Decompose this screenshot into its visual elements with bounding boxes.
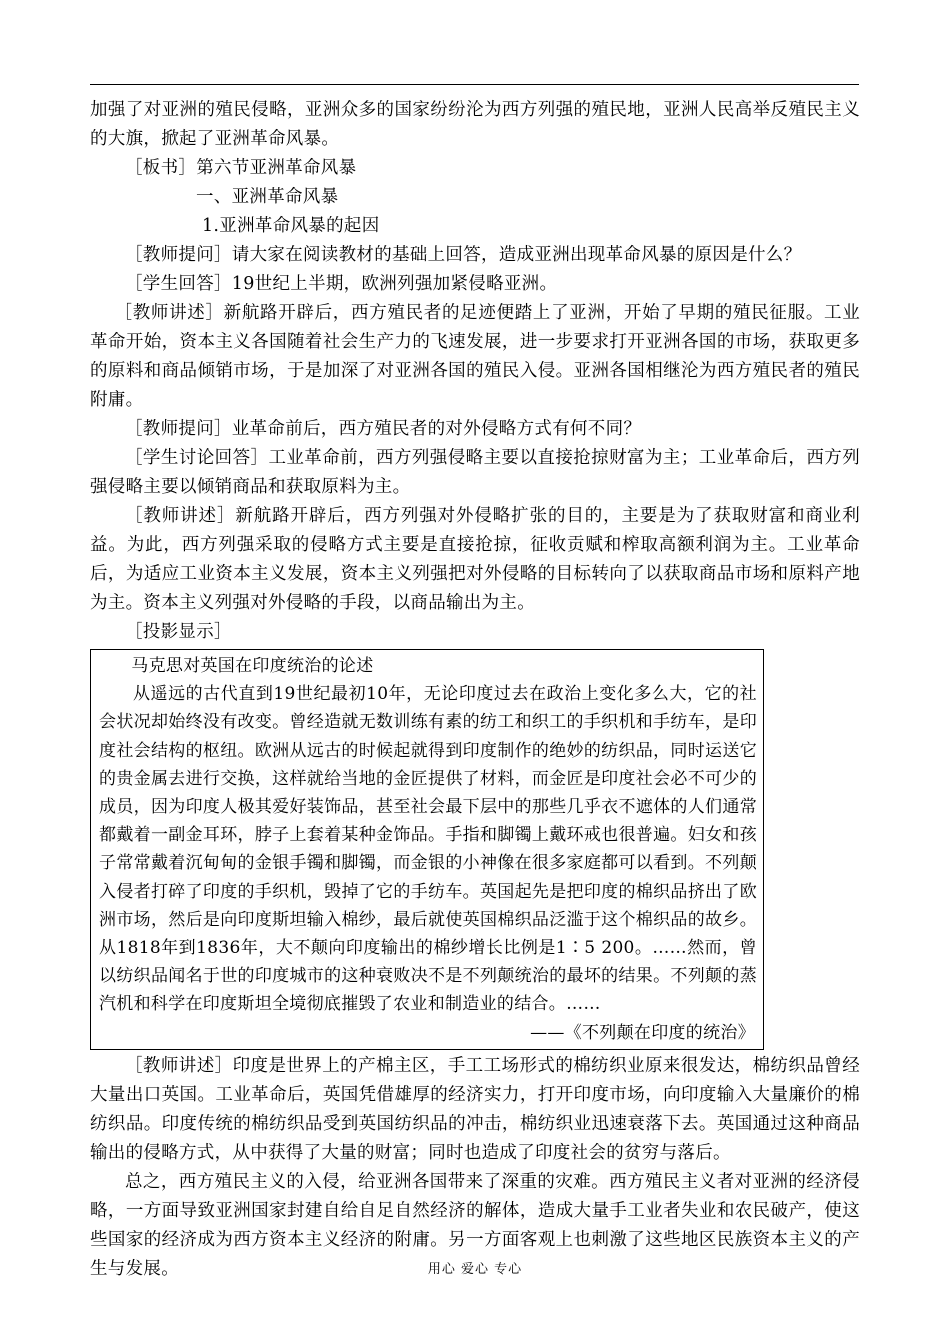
teacher-narration: ［教师讲述］印度是世界上的产棉主区，手工工场形式的棉纺织业原来很发达，棉纺织品曾经大量出口英国。工业革命后，英国凭借雄厚的经济实力，打开印度市场，向印度输入大量廉价的棉纺织品。印度传统的棉纺织品受到英国纺织品的冲击，棉纺织业迅速衰落下去。英国通过这种商品输出的侵略方式，从中获得了大量的财富；同时也造成了印度社会的贫穷与落后。 <box>90 1055 860 1163</box>
paragraph: 加强了对亚洲的殖民侵略，亚洲众多的国家纷纷沦为西方列强的殖民地，亚洲人民高举反殖民主义的大旗，掀起了亚洲革命风暴。 <box>90 100 860 149</box>
page-footer: 用心 爱心 专心 <box>427 1262 523 1277</box>
student-discussion: ［学生讨论回答］工业革命前，西方列强侵略主要以直接抢掠财富为主；工业革命后，西方列强侵略主要以倾销商品和获取原料为主。 <box>90 448 860 497</box>
teacher-narration: ［教师讲述］新航路开辟后，西方殖民者的足迹便踏上了亚洲，开始了早期的殖民征服。工业革命开始，资本主义各国随着社会生产力的飞速发展，进一步要求打开亚洲各国的市场，获取更多的原料和商品倾销市场，于是加深了对亚洲各国的殖民入侵。亚洲各国相继沦为西方殖民者的殖民附庸。 <box>90 303 860 410</box>
teacher-question: ［教师提问］请大家在阅读教材的基础上回答，造成亚洲出现革命风暴的原因是什么？ <box>125 245 802 265</box>
teacher-narration: ［教师讲述］新航路开辟后，西方列强对外侵略扩张的目的，主要是为了获取财富和商业利益。为此，西方列强采取的侵略方式主要是直接抢掠，征收贡赋和榨取高额利润为主。工业革命后，为适应工业资本主义发展，资本主义列强把对外侵略的目标转向了以获取商品市场和原料产地为主。资本主义列强对外侵略的手段，以商品输出为主。 <box>90 506 860 613</box>
quote-box <box>90 649 764 1050</box>
quote-body: 从遥远的古代直到19世纪最初10年，无论印度过去在政治上变化多么大，它的社会状况却始终没有改变。曾经造就无数训练有素的纺工和织工的手织机和手纺车，是印度社会结构的枢纽。欧洲从远古的时候起就得到印度制作的绝妙的纺织品，同时运送它的贵金属去进行交换，这样就给当地的金匠提供了材料，而金匠是印度社会必不可少的成员，因为印度人极其爱好装饰品，甚至社会最下层中的那些几乎衣不遮体的人们通常都戴着一副金耳环，脖子上套着某种金饰品。手指和脚镯上戴环戒也很普遍。妇女和孩子常常戴着沉甸甸的金银手镯和脚镯，而金银的小神像在很多家庭都可以看到。不列颠入侵者打碎了印度的手织机，毁掉了它的手纺车。英国起先是把印度的棉织品挤出了欧洲市场，然后是向印度斯坦输入棉纱，最后就使英国棉织品泛滥于这个棉织品的故乡。从1818年到1836年，大不颠向印度输出的棉纱增长比例是1∶5 200。……然而，曾以纺织品闻名于世的印度城市的这种衰败决不是不列颠统治的最坏的结果。不列颠的蒸汽机和科学在印度斯坦全境彻底摧毁了农业和制造业的结合。…… <box>99 684 757 1015</box>
section-heading: 一、亚洲革命风暴 <box>196 187 339 207</box>
board-heading: ［板书］第六节亚洲革命风暴 <box>125 158 357 178</box>
subsection-heading: 1.亚洲革命风暴的起因 <box>202 216 380 236</box>
summary-paragraph: 总之，西方殖民主义的入侵，给亚洲各国带来了深重的灾难。西方殖民主义者对亚洲的经济侵略，一方面导致亚洲国家封建自给自足自然经济的解体，造成大量手工业者失业和农民破产，使这些国家的经济成为西方资本主义经济的附庸。另一方面客观上也刺激了这些地区民族资本主义的产生与发展。 <box>90 1171 860 1279</box>
header-rule <box>90 84 859 85</box>
document-body <box>90 96 860 1284</box>
quote-title: 马克思对英国在印度统治的论述 <box>131 656 374 676</box>
student-answer: ［学生回答］19世纪上半期，欧洲列强加紧侵略亚洲。 <box>125 274 558 294</box>
projection-label: ［投影显示］ <box>125 622 232 642</box>
quote-source: ——《不列颠在印度的统治》 <box>530 1022 755 1043</box>
teacher-question: ［教师提问］业革命前后，西方殖民者的对外侵略方式有何不同？ <box>125 419 642 439</box>
